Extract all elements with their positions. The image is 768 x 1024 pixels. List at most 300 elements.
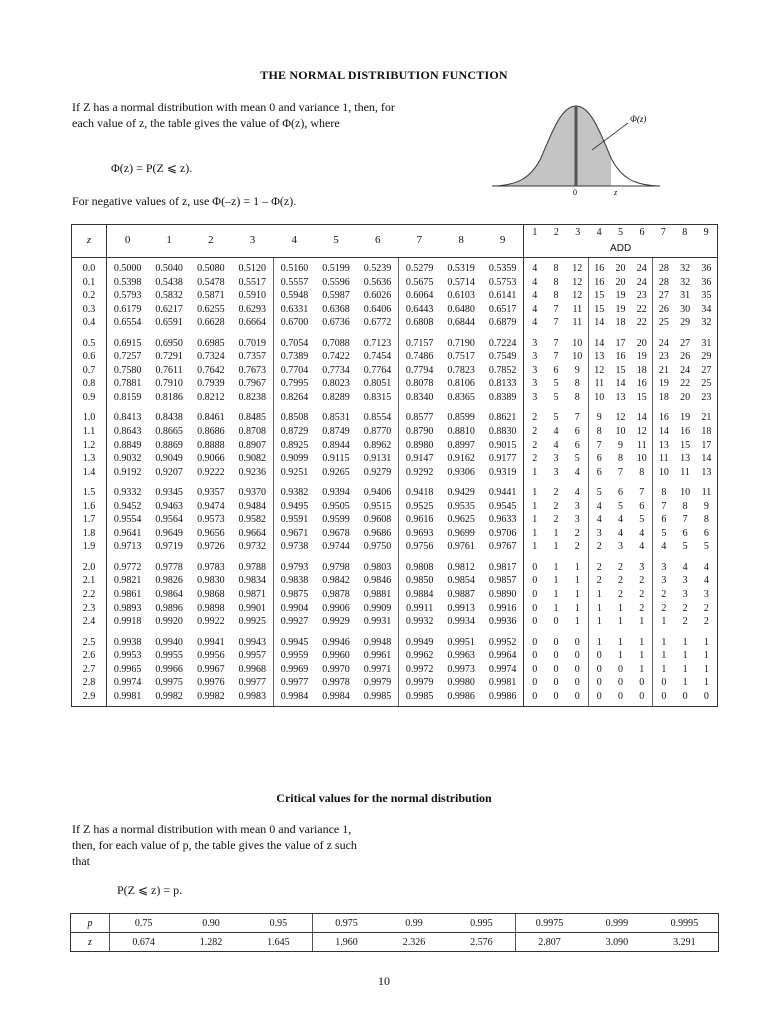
phi-value: 0.9887 — [447, 589, 475, 601]
phi-value: 0.9265 — [322, 466, 350, 478]
table-row — [72, 574, 718, 588]
add-value: 3 — [532, 391, 538, 403]
z-value: 2.0 — [72, 557, 107, 575]
z-value: 2.576 — [448, 933, 516, 952]
phi-value: 0.9738 — [273, 540, 315, 557]
phi-value: 0.9941 — [197, 636, 225, 648]
phi-value: 0.9978 — [322, 677, 350, 689]
phi-value: 0.9616 — [399, 513, 441, 527]
add-value: 18 — [696, 425, 718, 439]
phi-value: 0.8212 — [197, 391, 225, 403]
add-value: 3 — [696, 588, 718, 602]
add-value: 6 — [588, 466, 610, 483]
phi-value: 0.5398 — [113, 276, 142, 288]
add-value: 15 — [588, 303, 610, 317]
add-value: 6 — [588, 452, 610, 466]
add-value: 19 — [636, 351, 647, 363]
phi-value: 0.9279 — [363, 466, 392, 478]
add-value: 3 — [618, 541, 624, 553]
add-column-header: 8 — [682, 227, 688, 238]
phi-value: 0.9982 — [148, 690, 190, 707]
table-row — [72, 377, 718, 391]
phi-value: 0.7995 — [273, 377, 315, 391]
phi-value: 0.8133 — [482, 377, 524, 391]
add-value: 0 — [618, 677, 624, 689]
table-row — [72, 482, 718, 500]
add-value: 4 — [574, 466, 580, 478]
phi-value: 0.9236 — [238, 466, 267, 478]
phi-value: 0.9591 — [273, 513, 315, 527]
add-value: 1 — [618, 616, 624, 628]
phi-value: 0.5438 — [155, 276, 183, 288]
add-value: 24 — [636, 263, 647, 274]
add-value: 7 — [639, 487, 645, 499]
add-value: 0 — [532, 650, 538, 662]
add-value: 0 — [545, 690, 567, 707]
add-value: 0 — [532, 616, 538, 628]
z-value: 0.4 — [72, 316, 107, 333]
table-row — [72, 333, 718, 351]
phi-value: 0.5319 — [447, 263, 475, 274]
phi-value: 0.6179 — [113, 303, 142, 315]
add-value: 7 — [553, 351, 559, 363]
add-value: 0 — [553, 677, 559, 689]
row-group — [72, 482, 718, 557]
phi-value: 0.9893 — [113, 602, 142, 614]
phi-value: 0.9911 — [399, 602, 441, 616]
add-value: 0 — [574, 677, 580, 689]
phi-value: 0.6915 — [113, 337, 142, 349]
phi-value: 0.5120 — [238, 263, 267, 274]
add-value: 31 — [696, 333, 718, 351]
phi-value: 0.9817 — [482, 557, 524, 575]
add-value: 22 — [636, 317, 647, 329]
phi-value: 0.8315 — [363, 391, 392, 403]
phi-value: 0.8869 — [155, 439, 183, 451]
add-value: 2 — [682, 616, 688, 628]
phi-value: 0.6844 — [447, 317, 475, 329]
phi-value: 0.9946 — [322, 636, 350, 648]
phi-value: 0.6368 — [322, 303, 350, 315]
add-value: 4 — [532, 303, 538, 315]
column-header: 3 — [232, 225, 274, 258]
phi-value: 0.8106 — [447, 378, 475, 390]
z-value: 2.3 — [72, 602, 107, 616]
add-value: 1 — [553, 602, 559, 614]
phi-value: 0.7324 — [197, 351, 225, 363]
phi-value: 0.9834 — [238, 575, 267, 587]
add-value: 28 — [653, 258, 675, 276]
phi-value: 0.6700 — [273, 316, 315, 333]
add-value: 2 — [553, 500, 559, 512]
column-header: 6 — [357, 225, 399, 258]
add-value: 7 — [588, 439, 610, 453]
phi-value: 0.9864 — [155, 589, 183, 601]
add-value: 36 — [696, 258, 718, 276]
phi-value: 0.9706 — [482, 527, 524, 541]
phi-value: 0.9850 — [399, 574, 441, 588]
phi-value: 0.9545 — [482, 500, 524, 514]
phi-value: 0.9960 — [322, 650, 350, 662]
phi-value: 0.9719 — [155, 541, 183, 553]
add-value: 11 — [572, 303, 583, 315]
phi-value: 0.9970 — [322, 663, 350, 675]
add-value: 2 — [574, 541, 580, 553]
add-value: 1 — [696, 663, 718, 677]
add-value: 26 — [653, 303, 675, 317]
add-value: 16 — [588, 258, 610, 276]
phi-value: 0.5910 — [238, 290, 267, 302]
phi-value: 0.9788 — [238, 561, 267, 573]
add-value: 1 — [532, 527, 538, 539]
add-value: 3 — [653, 557, 675, 575]
add-value: 19 — [615, 303, 626, 315]
add-value: 0 — [639, 677, 645, 689]
add-value: 1 — [553, 575, 559, 587]
phi-value: 0.7088 — [322, 337, 350, 349]
phi-value: 0.9292 — [399, 466, 441, 483]
column-header: 4 — [273, 225, 315, 258]
phi-value: 0.8830 — [482, 425, 524, 439]
add-value: 3 — [532, 351, 538, 363]
phi-value: 0.7389 — [273, 350, 315, 364]
phi-value: 0.5596 — [322, 276, 350, 288]
phi-value: 0.9909 — [363, 602, 392, 614]
add-value: 5 — [553, 391, 559, 403]
phi-value: 0.8944 — [322, 439, 350, 451]
add-value: 23 — [636, 290, 647, 302]
z-value: 2.4 — [72, 615, 107, 632]
add-value: 8 — [553, 290, 559, 302]
add-value: 7 — [682, 514, 688, 526]
phi-value: 0.9463 — [155, 500, 183, 512]
z-value: 2.5 — [72, 632, 107, 650]
page-number: 10 — [378, 974, 390, 988]
phi-value: 0.8531 — [322, 412, 350, 424]
add-value: 4 — [532, 263, 538, 274]
z-value: 1.645 — [245, 933, 313, 952]
add-column-header: 4 — [596, 227, 602, 238]
z-value: 1.6 — [72, 500, 107, 514]
add-value: 26 — [680, 351, 691, 363]
critical-values-intro: If Z has a normal distribution with mean 0 and variance 1, then, for each value of p, the table gives the value of z such that — [72, 822, 357, 868]
z-value: 2.6 — [72, 649, 107, 663]
add-value: 1 — [682, 636, 688, 648]
add-value: 2 — [588, 557, 610, 575]
phi-value: 0.9686 — [363, 527, 392, 539]
add-value: 29 — [680, 317, 691, 329]
phi-value: 0.9821 — [113, 575, 142, 587]
phi-value: 0.8264 — [273, 391, 315, 408]
phi-value: 0.9830 — [197, 575, 225, 587]
add-value: 5 — [639, 514, 645, 526]
table-row — [72, 690, 718, 707]
phi-value: 0.9495 — [273, 500, 315, 514]
add-value: 11 — [588, 377, 610, 391]
phi-value: 0.8508 — [273, 407, 315, 425]
phi-value: 0.9525 — [399, 500, 441, 514]
phi-value: 0.6591 — [155, 317, 183, 329]
phi-value: 0.6217 — [155, 303, 183, 315]
phi-value: 0.9573 — [197, 514, 225, 526]
add-value: 1 — [639, 636, 645, 648]
add-value: 8 — [553, 263, 559, 274]
phi-value: 0.9974 — [482, 663, 524, 677]
add-value: 3 — [639, 561, 645, 573]
add-value: 3 — [682, 589, 688, 601]
table-row — [72, 663, 718, 677]
phi-value: 0.5871 — [197, 290, 225, 302]
p-value: 0.90 — [177, 914, 245, 933]
phi-value: 0.6554 — [113, 317, 142, 329]
phi-value: 0.8770 — [363, 426, 392, 438]
phi-value: 0.8554 — [363, 412, 392, 424]
phi-value: 0.9925 — [238, 616, 267, 628]
table-row — [72, 676, 718, 690]
add-value: 31 — [680, 290, 691, 302]
add-value: 0 — [553, 663, 559, 675]
critical-formula: P(Z ⩽ z) = p. — [117, 883, 183, 897]
z-value: 2.807 — [515, 933, 583, 952]
table-row — [72, 452, 718, 466]
add-value: 16 — [588, 276, 610, 290]
add-value: 1 — [618, 636, 624, 648]
add-value: 0 — [696, 690, 718, 707]
add-value: 2 — [618, 575, 624, 587]
phi-value: 0.8749 — [322, 426, 350, 438]
phi-value: 0.7486 — [399, 350, 441, 364]
add-value: 3 — [574, 514, 580, 526]
phi-value: 0.9981 — [482, 676, 524, 690]
add-value: 2 — [588, 574, 610, 588]
phi-value: 0.9975 — [155, 677, 183, 689]
table-row — [72, 649, 718, 663]
phi-value: 0.9896 — [155, 602, 183, 614]
phi-value: 0.8907 — [238, 439, 267, 451]
phi-value: 0.9861 — [113, 589, 142, 601]
table-row — [72, 316, 718, 333]
add-value: 23 — [653, 350, 675, 364]
add-value: 2 — [653, 602, 675, 616]
phi-value: 0.6026 — [363, 290, 392, 302]
z-value: 1.4 — [72, 466, 107, 483]
add-value: 4 — [682, 561, 688, 573]
phi-value: 0.8925 — [273, 439, 315, 453]
add-value: 1 — [553, 541, 559, 553]
z-value: 0.7 — [72, 364, 107, 378]
add-value: 1 — [618, 602, 624, 614]
phi-value: 0.7673 — [238, 364, 267, 376]
z-value: 1.1 — [72, 425, 107, 439]
phi-value: 0.9974 — [113, 677, 142, 689]
add-value: 0 — [674, 690, 696, 707]
page-title: THE NORMAL DISTRIBUTION FUNCTION — [260, 68, 508, 82]
add-value: 3 — [682, 575, 688, 587]
phi-value: 0.5948 — [273, 289, 315, 303]
z-value: 0.674 — [110, 933, 178, 952]
add-value: 21 — [696, 407, 718, 425]
add-value: 7 — [653, 500, 675, 514]
phi-value: 0.9357 — [197, 487, 225, 499]
add-value: 11 — [636, 439, 647, 451]
phi-value: 0.5636 — [363, 276, 392, 288]
phi-value: 0.9332 — [113, 487, 142, 499]
phi-value: 0.8810 — [447, 426, 475, 438]
phi-value: 0.5557 — [273, 276, 315, 290]
add-value: 4 — [618, 514, 624, 526]
add-value: 18 — [636, 364, 647, 376]
table-row — [72, 466, 718, 483]
add-value: 4 — [588, 513, 610, 527]
z-value: 0.3 — [72, 303, 107, 317]
phi-value: 0.9382 — [273, 482, 315, 500]
phi-value: 0.8665 — [155, 426, 183, 438]
add-value: 5 — [618, 500, 624, 512]
phi-value: 0.9938 — [113, 636, 142, 648]
add-value: 10 — [588, 391, 610, 408]
phi-value: 0.5987 — [322, 290, 350, 302]
add-value: 6 — [618, 487, 624, 499]
phi-value: 0.8643 — [113, 426, 142, 438]
add-value: 3 — [574, 500, 580, 512]
add-value: 0 — [524, 690, 546, 707]
row-group — [72, 407, 718, 482]
phi-value: 0.7939 — [197, 378, 225, 390]
zero-label: 0 — [573, 188, 577, 197]
add-value: 1 — [696, 632, 718, 650]
phi-value: 0.8051 — [363, 378, 392, 390]
add-value: 13 — [653, 439, 675, 453]
add-value: 1 — [639, 616, 645, 628]
add-value: 32 — [696, 316, 718, 333]
add-value: 7 — [553, 317, 559, 329]
add-value: 0 — [532, 589, 538, 601]
phi-value: 0.9793 — [273, 557, 315, 575]
table-row — [72, 513, 718, 527]
phi-value: 0.6331 — [273, 303, 315, 317]
table-row — [72, 615, 718, 632]
phi-value: 0.9015 — [482, 439, 524, 453]
phi-value: 0.9952 — [482, 632, 524, 650]
phi-value: 0.9370 — [238, 487, 267, 499]
column-header: 5 — [315, 225, 357, 258]
add-value: 6 — [574, 439, 580, 451]
add-value: 14 — [696, 452, 718, 466]
add-value: 14 — [653, 425, 675, 439]
phi-value: 0.5040 — [155, 263, 183, 274]
phi-value: 0.9959 — [273, 649, 315, 663]
add-value: 4 — [553, 426, 559, 438]
add-value: 19 — [615, 290, 626, 302]
add-value: 8 — [574, 378, 580, 390]
add-value: 0 — [553, 636, 559, 648]
phi-value: 0.9878 — [322, 589, 350, 601]
phi-value: 0.9984 — [315, 690, 357, 707]
phi-value: 0.9671 — [273, 527, 315, 541]
phi-value: 0.9986 — [440, 690, 482, 707]
phi-value: 0.7257 — [113, 351, 142, 363]
add-value: 4 — [696, 574, 718, 588]
negative-values-note: For negative values of z, use Φ(–z) = 1 – Φ(z). — [72, 194, 297, 208]
phi-value: 0.9945 — [273, 632, 315, 650]
add-value: 18 — [615, 317, 626, 329]
phi-value: 0.9943 — [238, 636, 267, 648]
add-column-header: 2 — [553, 227, 559, 238]
phi-value: 0.7054 — [273, 333, 315, 351]
phi-value: 0.9904 — [273, 602, 315, 616]
table-row — [72, 500, 718, 514]
phi-value: 0.9222 — [197, 466, 225, 478]
add-value: 14 — [588, 333, 610, 351]
add-value: 13 — [696, 466, 718, 483]
z-value: 1.5 — [72, 482, 107, 500]
add-value: 1 — [653, 649, 675, 663]
add-value: 2 — [553, 487, 559, 499]
phi-value: 0.5279 — [399, 258, 441, 276]
critical-values-title: Critical values for the normal distribution — [276, 791, 492, 805]
add-value: 9 — [618, 439, 624, 451]
add-value: 1 — [574, 575, 580, 587]
phi-value: 0.9767 — [482, 540, 524, 557]
add-value: 27 — [653, 289, 675, 303]
phi-value: 0.9983 — [232, 690, 274, 707]
add-value: 25 — [696, 377, 718, 391]
add-value: 20 — [680, 391, 691, 403]
intro-text: If Z has a normal distribution with mean 0 and variance 1, then, for each value of z, the table gives the value of Φ(z), where — [72, 100, 395, 130]
add-value: 5 — [653, 527, 675, 541]
z-value: 1.2 — [72, 439, 107, 453]
p-value: 0.99 — [380, 914, 448, 933]
add-value: 1 — [639, 663, 645, 675]
phi-value: 0.9962 — [399, 649, 441, 663]
add-value: 1 — [532, 500, 538, 512]
phi-value: 0.7852 — [482, 364, 524, 378]
add-value: 9 — [574, 364, 580, 376]
phi-value: 0.7357 — [238, 351, 267, 363]
phi-value: 0.9972 — [399, 663, 441, 677]
phi-value: 0.8790 — [399, 425, 441, 439]
phi-value: 0.7794 — [399, 364, 441, 378]
add-value: 12 — [572, 276, 583, 288]
phi-value: 0.9535 — [447, 500, 475, 512]
add-value: 6 — [574, 426, 580, 438]
phi-value: 0.7881 — [113, 378, 142, 390]
add-value: 6 — [553, 364, 559, 376]
add-value: 8 — [553, 276, 559, 288]
p-value: 0.975 — [312, 914, 380, 933]
phi-value: 0.9345 — [155, 487, 183, 499]
phi-value: 0.9884 — [399, 588, 441, 602]
add-value: 1 — [532, 514, 538, 526]
phi-value: 0.6736 — [322, 317, 350, 329]
add-value: 22 — [636, 303, 647, 315]
add-value: 1 — [618, 650, 624, 662]
add-value: 27 — [680, 337, 691, 349]
phi-value: 0.9633 — [482, 513, 524, 527]
phi-value: 0.5714 — [447, 276, 475, 288]
add-value: 4 — [532, 290, 538, 302]
add-value: 0 — [588, 676, 610, 690]
phi-value: 0.9901 — [238, 602, 267, 614]
add-column-header: 1 — [532, 227, 538, 238]
phi-value: 0.9484 — [238, 500, 267, 512]
phi-value: 0.9162 — [447, 453, 475, 465]
phi-value: 0.9922 — [197, 616, 225, 628]
phi-value: 0.9803 — [363, 561, 392, 573]
add-value: 16 — [636, 378, 647, 390]
add-value: 4 — [588, 500, 610, 514]
phi-value: 0.9032 — [113, 453, 142, 465]
